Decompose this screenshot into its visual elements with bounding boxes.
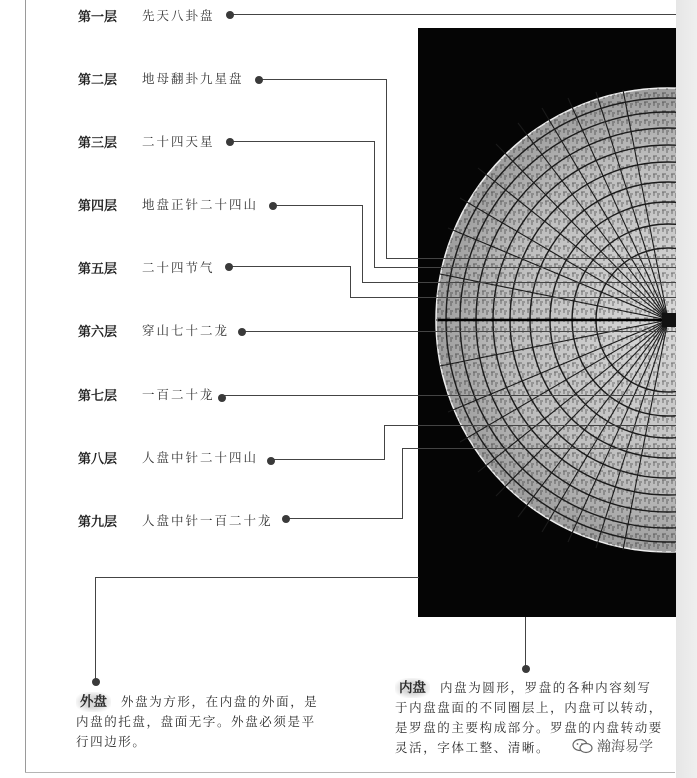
outer-plate-text: 外盘为方形，在内盘的外面，是内盘的托盘，盘面无字。外盘必须是平行四边形。 <box>76 694 319 749</box>
page-gutter <box>676 0 697 778</box>
layer-number: 第八层 <box>78 451 118 467</box>
leader-line-2a <box>259 79 387 80</box>
outer-plate-leader-v <box>95 577 96 682</box>
leader-line-8a <box>271 459 385 460</box>
compass-photo <box>418 28 676 617</box>
layer-label-8 <box>78 447 258 467</box>
leader-line-3c <box>374 267 676 268</box>
layer-number: 第四层 <box>78 198 118 214</box>
inner-plate-text: 内盘为圆形，罗盘的各种内容刻写于内盘盘面的不同圈层上，内盘可以转动，是罗盘的主要构成部分。罗盘的内盘转动要灵活，字体工整、清晰。 <box>395 680 663 755</box>
page-edge-left <box>25 0 26 772</box>
layer-label-2 <box>78 68 244 88</box>
layer-name: 人盘中针一百二十龙 <box>142 513 273 528</box>
leader-line-9a <box>286 518 403 519</box>
layer-name: 地盘正针二十四山 <box>142 197 259 212</box>
layer-number: 第九层 <box>78 514 118 530</box>
leader-dot-3 <box>226 138 234 146</box>
leader-line-3a <box>230 141 375 142</box>
page-edge-bottom <box>25 772 675 773</box>
watermark <box>570 736 655 756</box>
inner-plate-dot <box>522 665 530 673</box>
layer-number: 第七层 <box>78 388 118 404</box>
leader-line-5b <box>350 266 351 298</box>
layer-number: 第一层 <box>78 9 118 25</box>
inner-plate-leader-v <box>525 617 526 667</box>
layer-number: 第五层 <box>78 261 118 277</box>
inner-plate-tag: 内盘 <box>395 678 430 698</box>
layer-name: 二十四天星 <box>142 134 215 149</box>
layer-name: 人盘中针二十四山 <box>142 450 259 465</box>
wechat-icon <box>572 738 594 754</box>
compass-plate-icon <box>418 28 676 617</box>
layer-label-7 <box>78 384 215 404</box>
layer-label-5 <box>78 257 215 277</box>
leader-line-9b <box>402 448 403 519</box>
layer-name: 一百二十龙 <box>142 387 215 402</box>
leader-line-5a <box>229 266 351 267</box>
outer-plate-caption <box>76 692 326 752</box>
leader-line-8c <box>384 425 676 426</box>
layer-number: 第三层 <box>78 135 118 151</box>
leader-dot-7 <box>218 394 226 402</box>
layer-label-6 <box>78 320 229 340</box>
leader-line-5c <box>350 297 676 298</box>
watermark-text: 瀚海易学 <box>597 739 653 755</box>
leader-dot-5 <box>225 263 233 271</box>
layer-label-3 <box>78 131 215 151</box>
leader-dot-4 <box>269 202 277 210</box>
leader-dot-9 <box>282 515 290 523</box>
layer-label-1 <box>78 5 215 25</box>
leader-line-2c <box>386 258 676 259</box>
leader-line-9c <box>402 448 676 449</box>
layer-name: 地母翻卦九星盘 <box>142 71 244 86</box>
outer-plate-leader-h <box>95 577 419 578</box>
leader-line-2b <box>386 79 387 259</box>
outer-plate-tag: 外盘 <box>76 692 111 712</box>
leader-line-4b <box>362 205 363 283</box>
leader-line-3b <box>374 141 375 268</box>
layer-number: 第二层 <box>78 72 118 88</box>
leader-dot-2 <box>255 76 263 84</box>
layer-name: 穿山七十二龙 <box>142 323 230 338</box>
leader-line-7 <box>222 395 676 396</box>
layer-name: 先天八卦盘 <box>142 8 215 23</box>
outer-plate-dot <box>92 678 100 686</box>
leader-line-4c <box>362 282 676 283</box>
leader-line-4a <box>273 205 363 206</box>
leader-dot-8 <box>267 457 275 465</box>
leader-line-1 <box>230 14 676 15</box>
leader-dot-1 <box>226 11 234 19</box>
leader-dot-6 <box>238 328 246 336</box>
layer-label-4 <box>78 194 258 214</box>
layer-label-9 <box>78 510 273 530</box>
layer-name: 二十四节气 <box>142 260 215 275</box>
leader-line-8b <box>384 425 385 460</box>
layer-number: 第六层 <box>78 324 118 340</box>
leader-line-6 <box>242 331 676 332</box>
